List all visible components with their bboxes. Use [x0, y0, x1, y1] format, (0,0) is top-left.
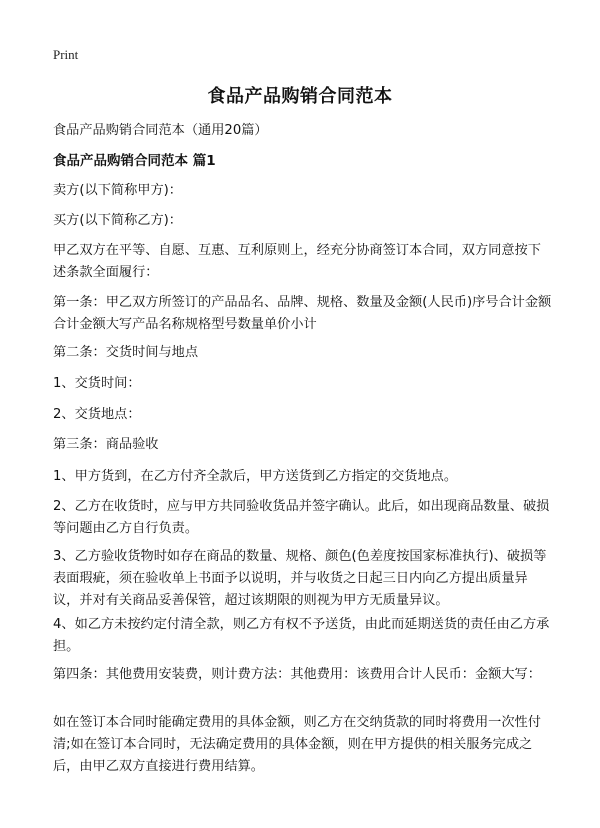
- article-4-note: 如在签订本合同时能确定费用的具体金额，则乙方在交纳货款的同时将费用一次性付清;如在签订本合同时，无法确定费用的具体金额，则在甲方提供的相关服务完成之后，由甲乙双方直接进行费用结算。: [53, 715, 541, 774]
- article-3-item-4: 4、如乙方未按约定付清全款，则乙方有权不予送货，由此而延期送货的责任由乙方承担。: [53, 617, 550, 654]
- intro-line: 食品产品购销合同范本（通用20篇）: [53, 123, 268, 138]
- buyer-line: 买方(以下简称乙方)：: [53, 213, 182, 228]
- section-heading: 食品产品购销合同范本 篇1: [53, 153, 216, 169]
- article-4-paragraph: 第四条：其他费用安装费，则计费方法：其他费用：该费用合计人民币：金额大写：: [53, 667, 541, 682]
- article-3-item-2: 2、乙方在收货时，应与甲方共同验收货品并签字确认。此后，如出现商品数量、破损等问题由乙方自行负责。: [53, 499, 550, 536]
- print-link[interactable]: Print: [53, 47, 79, 62]
- article-3-heading: 第三条：商品验收: [53, 437, 159, 452]
- article-2-item-1: 1、交货时间：: [53, 376, 141, 391]
- document-title: 食品产品购销合同范本: [207, 86, 393, 107]
- article-2-heading: 第二条：交货时间与地点: [53, 345, 199, 360]
- seller-line: 卖方(以下简称甲方)：: [53, 183, 182, 198]
- article-3-item-3: 3、乙方验收货物时如存在商品的数量、规格、颜色(色差度按国家标准执行)、破损等表面瑕疵，须在验收单上书面予以说明，并与收货之日起三日内向乙方提出质量异议，并对有关商品妥善保管，超过该期限的则视为甲方无质量异议。: [53, 549, 547, 608]
- preamble-paragraph: 甲乙双方在平等、自愿、互惠、互利原则上，经充分协商签订本合同，双方同意按下述条款全面履行：: [53, 243, 541, 280]
- article-1-paragraph: 第一条：甲乙双方所签订的产品品名、品牌、规格、数量及金额(人民币)序号合计金额合计金额大写产品名称规格型号数量单价小计: [53, 295, 552, 332]
- article-3-item-1: 1、甲方货到，在乙方付齐全款后，甲方送货到乙方指定的交货地点。: [53, 469, 458, 484]
- article-2-item-2: 2、交货地点：: [53, 407, 141, 422]
